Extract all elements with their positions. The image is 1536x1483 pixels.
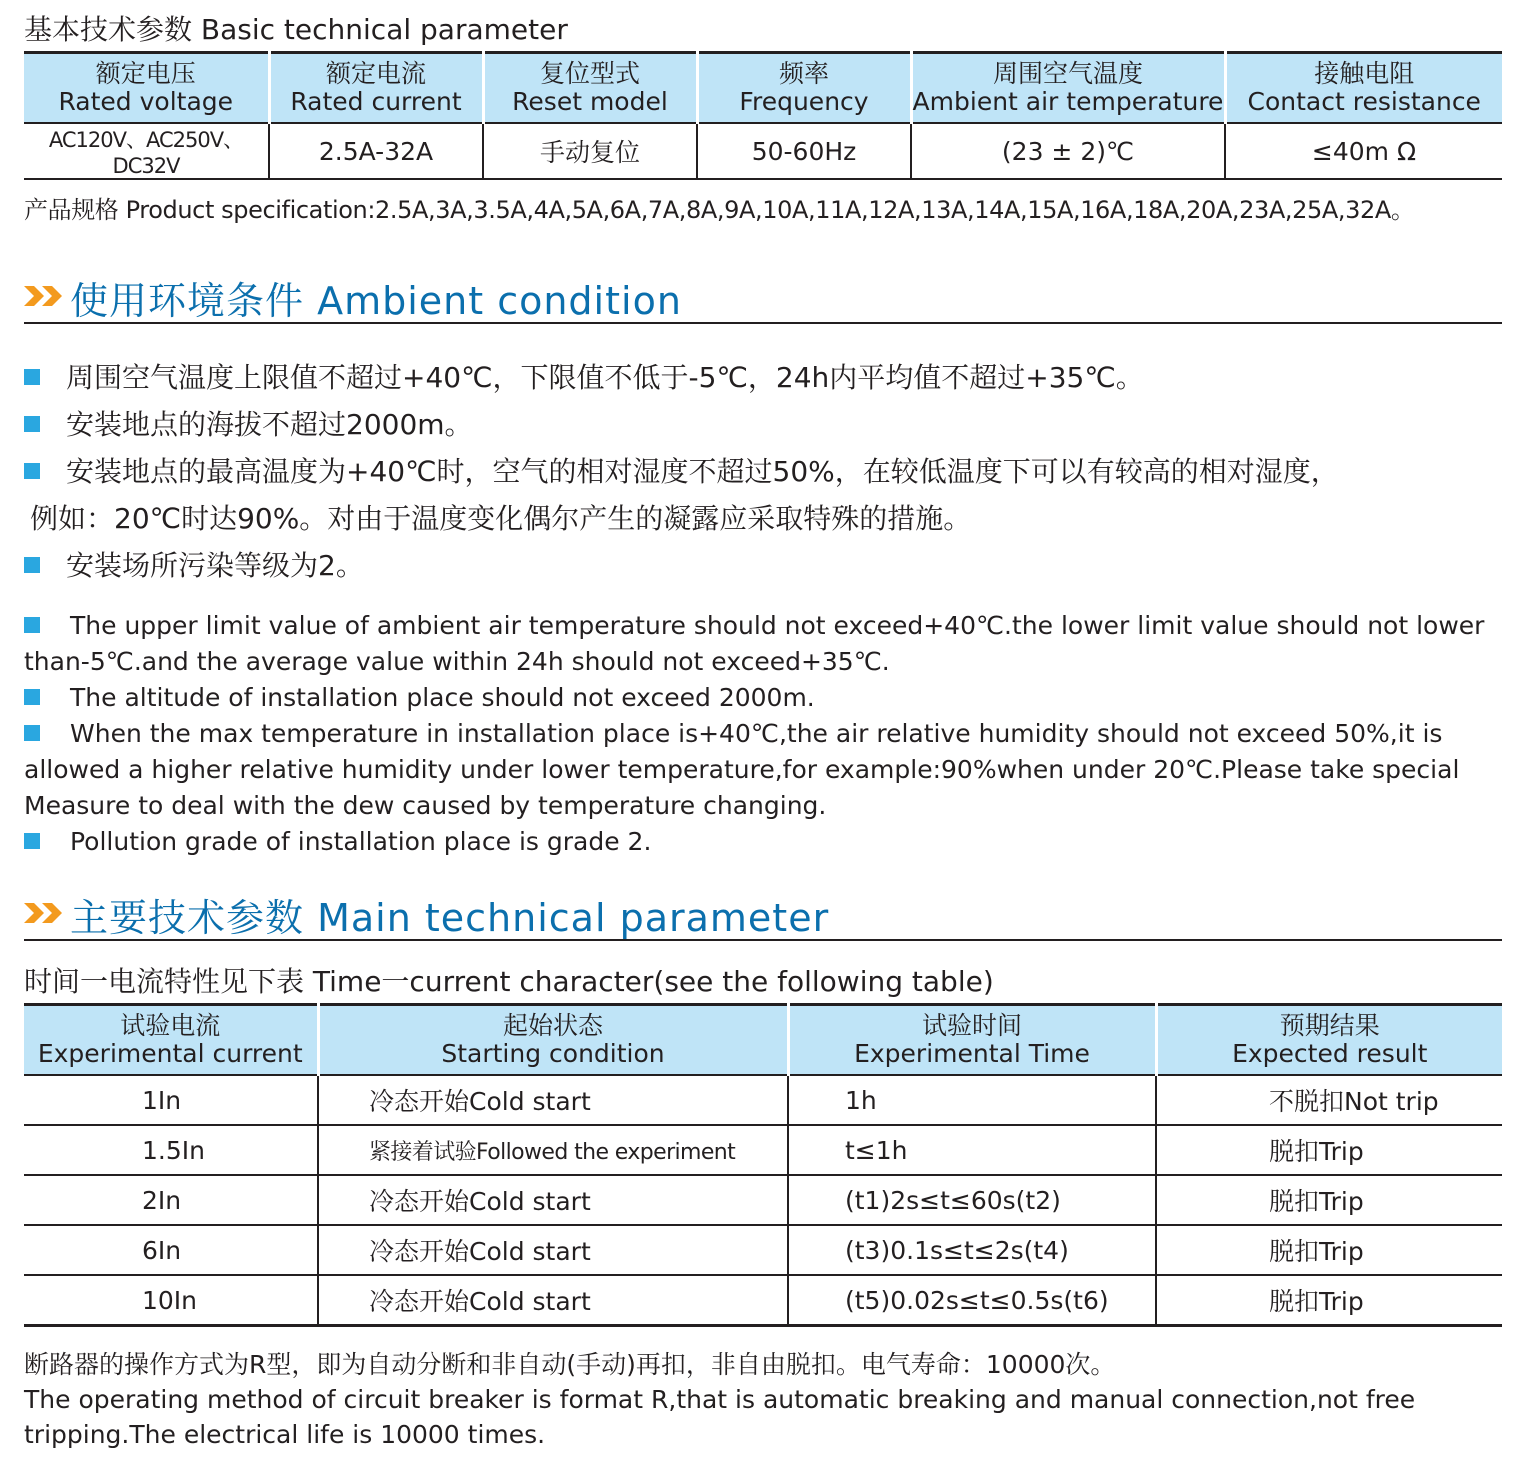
main-section-title: 主要技术参数 Main technical parameter	[70, 896, 830, 940]
ambient-section-title: 使用环境条件 Ambient condition	[70, 279, 682, 323]
cell-condition: 冷态开始Cold start	[318, 1225, 788, 1275]
basic-params-table	[24, 51, 1502, 180]
ambient-cn-item: 安装地点的海拔不超过2000m。	[24, 401, 1524, 448]
cell-time: (t3)0.1s≤t≤2s(t4)	[788, 1225, 1156, 1275]
header-contact-resistance: 接触电阻 Contact resistance	[1225, 53, 1502, 124]
cell-current: 1In	[24, 1075, 318, 1125]
cell-result: 脱扣Trip	[1156, 1175, 1502, 1225]
square-bullet-icon	[24, 416, 40, 432]
double-chevron-icon	[24, 286, 66, 306]
cell-condition: 紧接着试验Followed the experiment	[318, 1125, 788, 1175]
square-bullet-icon	[24, 557, 40, 573]
cell-rated-current: 2.5A-32A	[269, 123, 483, 179]
ambient-en-item: The upper limit value of ambient air temperature should not exceed+40℃.the lower limit value should not lower than-5℃.and the average value within 24h should not exceed+35℃.	[24, 611, 1485, 676]
cell-time: 1h	[788, 1075, 1156, 1125]
table-row	[24, 1075, 1502, 1125]
cell-rated-voltage: AC120V、AC250V、DC32V	[24, 123, 269, 179]
cell-contact-resistance: ≤40m Ω	[1225, 123, 1502, 179]
ambient-section-header	[24, 270, 1502, 324]
header-experimental-current: 试验电流 Experimental current	[24, 1005, 318, 1076]
table-row	[24, 1175, 1502, 1225]
square-bullet-icon	[24, 463, 40, 479]
header-rated-voltage: 额定电压 Rated voltage	[24, 53, 269, 124]
footer-cn: 断路器的操作方式为R型，即为自动分断和非自动(手动)再扣，非自由脱扣。电气寿命：10000次。	[24, 1350, 1116, 1379]
cell-reset-model: 手动复位	[483, 123, 697, 179]
ambient-en-list	[24, 608, 1502, 860]
cell-result: 不脱扣Not trip	[1156, 1075, 1502, 1125]
cell-current: 10In	[24, 1275, 318, 1326]
main-section-header	[24, 887, 1502, 941]
square-bullet-icon	[24, 617, 40, 633]
cell-result: 脱扣Trip	[1156, 1275, 1502, 1326]
header-rated-current: 额定电流 Rated current	[269, 53, 483, 124]
ambient-cn-item: 安装地点的最高温度为+40℃时，空气的相对湿度不超过50%，在较低温度下可以有较高的相对湿度， 例如：20℃时达90%。对由于温度变化偶尔产生的凝露应采取特殊的措施。	[24, 448, 1524, 542]
ambient-en-item: The altitude of installation place should not exceed 2000m.	[24, 680, 1502, 716]
square-bullet-icon	[24, 689, 40, 705]
header-ambient-temperature: 周围空气温度 Ambient air temperature	[911, 53, 1225, 124]
cell-time: (t1)2s≤t≤60s(t2)	[788, 1175, 1156, 1225]
basic-params-table-wrap	[24, 51, 1502, 180]
cell-time: (t5)0.02s≤t≤0.5s(t6)	[788, 1275, 1156, 1326]
cell-result: 脱扣Trip	[1156, 1125, 1502, 1175]
header-experimental-time: 试验时间 Experimental Time	[788, 1005, 1156, 1076]
ambient-cn-item: 安装场所污染等级为2。	[24, 542, 1524, 589]
ambient-en-item: When the max temperature in installation place is+40℃,the air relative humidity should not exceed 50%,it is allowed a higher relative humidity under lower temperature,for example:90%when under 20℃.Please take special Measure to deal with the dew caused by temperature changing.	[24, 719, 1460, 820]
square-bullet-icon	[24, 725, 40, 741]
double-chevron-icon	[24, 903, 66, 923]
basic-header-row	[24, 53, 1502, 124]
cell-frequency: 50-60Hz	[697, 123, 911, 179]
cell-condition: 冷态开始Cold start	[318, 1275, 788, 1326]
cell-time: t≤1h	[788, 1125, 1156, 1175]
square-bullet-icon	[24, 833, 40, 849]
cell-ambient-temperature: (23 ± 2)℃	[911, 123, 1225, 179]
main-header-row	[24, 1005, 1502, 1076]
cell-current: 1.5In	[24, 1125, 318, 1175]
ambient-cn-item: 周围空气温度上限值不超过+40℃，下限值不低于-5℃，24h内平均值不超过+35℃。	[24, 354, 1524, 401]
operating-method-note	[24, 1347, 1514, 1452]
cell-result: 脱扣Trip	[1156, 1225, 1502, 1275]
cell-current: 6In	[24, 1225, 318, 1275]
header-expected-result: 预期结果 Expected result	[1156, 1005, 1502, 1076]
product-specification: 产品规格 Product specification:2.5A,3A,3.5A,4A,5A,6A,7A,8A,9A,10A,11A,12A,13A,14A,15A,16A,18A,20A,23A,25A,32A。	[24, 196, 1415, 224]
header-starting-condition: 起始状态 Starting condition	[318, 1005, 788, 1076]
header-frequency: 频率 Frequency	[697, 53, 911, 124]
basic-value-row	[24, 123, 1502, 179]
time-current-subtitle: 时间一电流特性见下表 Time一current character(see the following table)	[24, 965, 994, 998]
ambient-en-item: Pollution grade of installation place is grade 2.	[24, 824, 1502, 860]
cell-condition: 冷态开始Cold start	[318, 1175, 788, 1225]
footer-en: The operating method of circuit breaker is format R,that is automatic breaking and manual connection,not free tripping.The electrical life is 10000 times.	[24, 1385, 1416, 1449]
time-current-table-wrap	[24, 1003, 1502, 1327]
table-row	[24, 1225, 1502, 1275]
cell-current: 2In	[24, 1175, 318, 1225]
ambient-cn-list	[24, 354, 1524, 589]
table-row	[24, 1275, 1502, 1326]
square-bullet-icon	[24, 369, 40, 385]
basic-params-title: 基本技术参数 Basic technical parameter	[24, 13, 568, 46]
table-row	[24, 1125, 1502, 1175]
time-current-table	[24, 1003, 1502, 1327]
header-reset-model: 复位型式 Reset model	[483, 53, 697, 124]
cell-condition: 冷态开始Cold start	[318, 1075, 788, 1125]
